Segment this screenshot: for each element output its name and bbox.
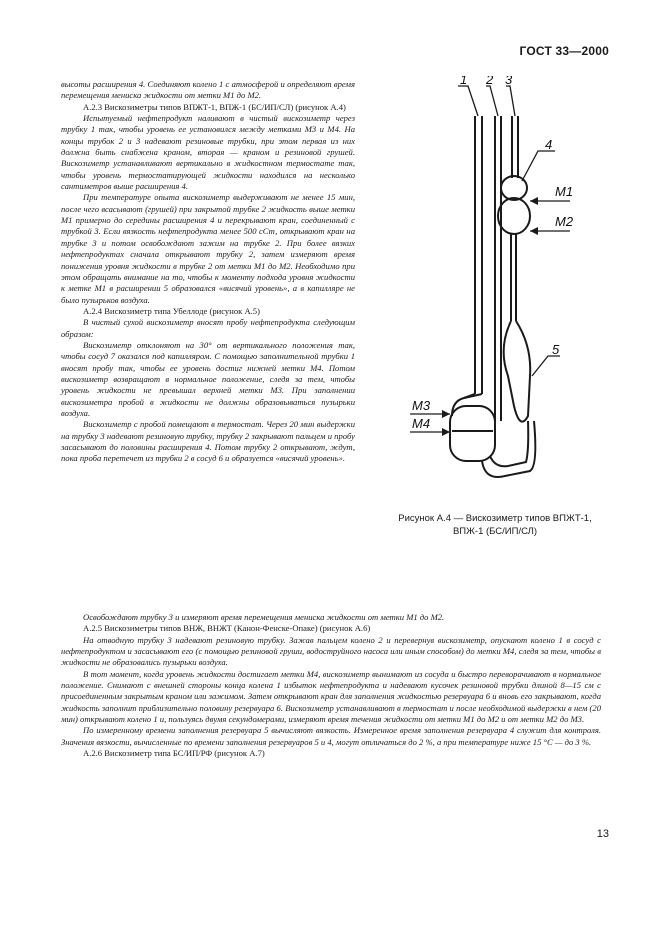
section-heading-a25: А.2.5 Вискозиметры типов ВНЖ, ВНЖТ (Канон-Фенске-Опаке) (рисунок А.6) xyxy=(83,623,371,634)
section-heading-a24: А.2.4 Вискозиметр типа Убеллоде (рисунок А.5) xyxy=(83,305,260,316)
caption-line: Рисунок А.4 — Вискозиметр типов ВПЖТ-1, xyxy=(398,513,592,524)
figure-label-2: 2 xyxy=(486,76,494,87)
paragraph: Вискозиметр с пробой помещают в термостат. Через 20 мин выдержки на трубку 3 надевают резиновую трубку, трубку 2 закрывают пальцем и пробу засасывают до половины расширения 4. Потом трубку 2 открывают, ждут, пока проба перетечет из трубки 2 в сосуд 6 и образуется «висячий уровень». xyxy=(61,419,355,464)
figure-label-5: 5 xyxy=(552,342,560,357)
paragraph: высоты расширения 4. Соединяют колено 1 с атмосферой и определяют время перемещения мениска жидкости от метки M1 до M2. xyxy=(61,79,355,101)
viscometer-figure xyxy=(380,76,620,506)
paragraph: При температуре опыта вискозиметр выдерживают не менее 15 мин, после чего всасывают (грушей) при закрытой трубке 2 жидкость выше метки M1 примерно до середины расширения 4 и перекрывают кран, соединенный с трубкой 3. Если вязкость нефтепродукта менее 500 сСт, открывают кран на трубке 3 и потом освобождают зажим на трубке 2. При более вязких нефтепродуктах сначала открывают трубку 2, затем измеряют время понижения уровня жидкости в трубке 2 от метки M1 до M2. Необходимо при этом обращать внимание на то, чтобы к моменту подхода уровня жидкости к метке M1 в расширении 5 образовался «висячий уровень», а в капилляре не было пузырьков воздуха. xyxy=(61,192,355,305)
figure-label-4: 4 xyxy=(545,137,553,152)
paragraph: Освобождают трубку 3 и измеряют время перемещения мениска жидкости от метки M1 до M2. xyxy=(83,612,445,622)
full-width-text xyxy=(61,612,601,759)
paragraph: Вискозиметр отклоняют на 30° от вертикального положения так, чтобы сосуд 7 оказался под капилляром. С помощью заполнительной трубки 1 вносят пробу так, чтобы ее уровень достиг нижней метки M4. Потом вискозиметр возвращают в нормальное положение, следя за тем, чтобы уровень жидкости не превышал верхней метки M3. При заполнении вискозиметра пробой в жидкости не должны образовываться пузырьки воздуха. xyxy=(61,339,355,418)
paragraph: На отводную трубку 3 надевают резиновую трубку. Зажав пальцем колено 2 и перевернув вискозиметр, опускают колено 1 в сосуд с нефтепродуктом и засасывают его (с помощью резиновой груши, водоструйного насоса или иным способом) до метки M4, следя за тем, чтобы в жидкости не образовались пузырьки воздуха. xyxy=(61,634,601,668)
figure-label-m1: M1 xyxy=(555,184,574,199)
figure-label-3: 3 xyxy=(505,76,513,87)
document-header: ГОСТ 33—2000 xyxy=(519,44,609,58)
figure-label-1: 1 xyxy=(460,76,468,87)
paragraph: В чистый сухой вискозиметр вносят пробу нефтепродукта следующим образом: xyxy=(61,317,355,339)
page-number: 13 xyxy=(596,828,609,840)
section-heading-a23: А.2.3 Вискозиметры типов ВПЖТ-1, ВПЖ-1 (БС/ИП/СЛ) (рисунок А.4) xyxy=(83,101,346,112)
left-column-text xyxy=(61,79,355,465)
paragraph: Испытуемый нефтепродукт наливают в чистый вискозиметр через трубку 1 так, чтобы уровень ее установился между метками M3 и M4. На концы трубок 2 и 3 надевают резиновые трубки, при этом первая из них должна быть снабжена краном, вторая — краном и резиновой грушей. Вискозиметр устанавливают вертикально в жидкостном термостате так, чтобы уровень термостатирующей жидкости находился на несколько сантиметров выше расширения 4. xyxy=(61,113,355,192)
figure-caption xyxy=(370,512,620,538)
caption-line: ВПЖ-1 (БС/ИП/СЛ) xyxy=(452,526,538,537)
figure-label-m2: M2 xyxy=(555,214,574,229)
paragraph: В тот момент, когда уровень жидкости достигает метки M4, вискозиметр вынимают из сосуда и быстро переворачивают в нормальное положение. Снимают с внешней стороны конца колена 1 избыток нефтепродукта и надевают кусочек резиновой трубки длиной 8—15 см с присоединенным закрытым краном или зажимом. Затем открывают кран для заполнения жидкостью резервуара 6 и вновь его закрывают, когда жидкость заполнит приблизительно половину резервуара 6. Вискозиметр устанавливают в термостат и после необходимой выдержки в нем (20 мин) открывают колено 1 и, пользуясь двумя секундомерами, измеряют время течения жидкости от метки M1 до M2 и от метки M2 до M3. xyxy=(61,668,601,725)
paragraph: По измеренному времени заполнения резервуара 5 вычисляют вязкость. Измеренное время заполнения резервуара 4 служит для контроля. Значения вязкости, вычисленные по времени заполнения резервуаров 5 и 4, могут отличаться до 2 %, а при температуре ниже 15 °С — до 3 %. xyxy=(61,725,601,747)
section-heading-a26: А.2.6 Вискозиметр типа БС/ИП/РФ (рисунок А.7) xyxy=(83,748,265,759)
figure-label-m4: M4 xyxy=(412,416,431,431)
figure-label-m3: M3 xyxy=(412,398,431,413)
